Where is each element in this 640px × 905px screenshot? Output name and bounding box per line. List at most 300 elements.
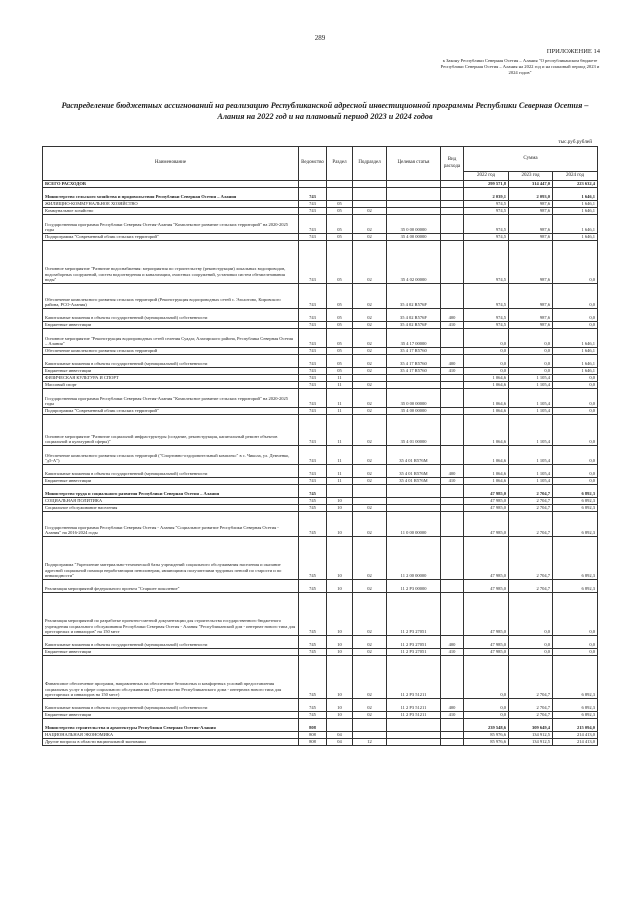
table-row (43, 739, 598, 746)
cell-razdel: 05 (327, 215, 353, 234)
cell-podrazdel (353, 485, 387, 498)
cell-vedomstvo: 743 (299, 215, 327, 234)
cell-2023: 2 704,7 (509, 712, 553, 719)
cell-target (387, 498, 441, 505)
cell-podrazdel (353, 375, 387, 382)
cell-target: 35 0 00 00000 (387, 215, 441, 234)
header-sum: Сумма (464, 147, 598, 172)
header-vedomstvo: Ведомство (299, 147, 327, 181)
cell-razdel: 05 (327, 329, 353, 348)
cell-vedomstvo: 745 (299, 580, 327, 593)
cell-vid: 400 (441, 699, 464, 712)
table-row (43, 408, 598, 415)
cell-vid (441, 408, 464, 415)
cell-name: Реализация мероприятий федерального проекта "Старшее поколение" (43, 580, 299, 593)
header-year-2023: 2023 год (509, 172, 553, 181)
cell-name: Бюджетные инвестиции (43, 649, 299, 656)
cell-razdel: 05 (327, 241, 353, 284)
appendix-note: к Закону Республики Северная Осетия – Алания "О республиканском бюджете Республики Северная Осетия – Алания на 2022 год и на плановый период 2023 и 2024 годов" (440, 58, 600, 75)
cell-vid (441, 580, 464, 593)
cell-podrazdel (353, 732, 387, 739)
cell-2022: 0,0 (464, 348, 509, 355)
cell-razdel: 05 (327, 309, 353, 322)
cell-vid: 410 (441, 649, 464, 656)
cell-2022: 1 064,6 (464, 446, 509, 465)
table-row (43, 465, 598, 478)
cell-2023: 987,6 (509, 208, 553, 215)
cell-podrazdel (353, 719, 387, 732)
cell-2022: 1 064,6 (464, 478, 509, 485)
cell-2023: 2 704,7 (509, 537, 553, 580)
cell-name: Капитальные вложения в объекты государственной (муниципальной) собственности (43, 465, 299, 478)
cell-target: 35 4 02 R576F (387, 309, 441, 322)
cell-2023: 1 105,4 (509, 389, 553, 408)
cell-name: Бюджетные инвестиции (43, 322, 299, 329)
cell-2022: 47 985,0 (464, 485, 509, 498)
cell-podrazdel: 02 (353, 241, 387, 284)
table-row (43, 732, 598, 739)
cell-vedomstvo: 808 (299, 732, 327, 739)
cell-2022: 47 985,0 (464, 498, 509, 505)
table-row (43, 215, 598, 234)
cell-2023: 2 704,7 (509, 485, 553, 498)
cell-vid (441, 446, 464, 465)
cell-target (387, 505, 441, 512)
header-podrazdel: Подраздел (353, 147, 387, 181)
cell-razdel: 11 (327, 415, 353, 446)
cell-2024: 1 646,1 (553, 208, 598, 215)
cell-2023: 2 704,7 (509, 580, 553, 593)
cell-2024: 1 646,1 (553, 234, 598, 241)
cell-2022: 974,5 (464, 241, 509, 284)
cell-name: Финансовое обеспечение программ, направленных на обеспечение безопасных и комфортных условий предоставления социальных услуг в сфере социального обслуживания (Строительство Республиканского дома - интерната нового типа для престарелых и инвалидов на 150 мест) (43, 656, 299, 699)
cell-2023: 2 093,0 (509, 188, 553, 201)
cell-vedomstvo: 743 (299, 188, 327, 201)
cell-target (387, 188, 441, 201)
cell-podrazdel: 02 (353, 699, 387, 712)
cell-target: 35 4 02 00000 (387, 241, 441, 284)
cell-target: 35 4 01 R576М (387, 478, 441, 485)
header-vid: Вид расхода (441, 147, 464, 181)
header-year-2022: 2022 год (464, 172, 509, 181)
cell-name: СОЦИАЛЬНАЯ ПОЛИТИКА (43, 498, 299, 505)
cell-target: 11 2 P3 51211 (387, 699, 441, 712)
cell-name: Обеспечение комплексного развития сельских территорий (Реконструкция водопроводных сетей с. Эльхотово, Кировского района, РСО-Алания) (43, 284, 299, 309)
cell-name: Коммунальное хозяйство (43, 208, 299, 215)
cell-vedomstvo: 745 (299, 636, 327, 649)
cell-razdel: 05 (327, 201, 353, 208)
cell-vid (441, 234, 464, 241)
cell-2023: 134 912,5 (509, 732, 553, 739)
table-row (43, 485, 598, 498)
cell-2024: 0,0 (553, 382, 598, 389)
cell-2024: 6 892,3 (553, 580, 598, 593)
cell-vedomstvo: 745 (299, 712, 327, 719)
cell-podrazdel (353, 181, 387, 188)
cell-vid (441, 284, 464, 309)
cell-vid (441, 241, 464, 284)
cell-2024: 1 646,1 (553, 188, 598, 201)
cell-target (387, 732, 441, 739)
cell-vedomstvo: 745 (299, 537, 327, 580)
cell-name: Реализация мероприятий по разработке проектно-сметной документации для строительства государственного бюджетного учреждения социального обслуживания Республики Северная Осетия - Алания "Республиканский дом - интернат нового типа для престарелых и инвалидов" на 150 мест (43, 593, 299, 636)
cell-name: Бюджетные инвестиции (43, 368, 299, 375)
cell-2023: 987,6 (509, 241, 553, 284)
cell-2023: 314 447,0 (509, 181, 553, 188)
cell-vedomstvo: 808 (299, 739, 327, 746)
cell-2022: 85 976,6 (464, 739, 509, 746)
cell-name: ФИЗИЧЕСКАЯ КУЛЬТУРА И СПОРТ (43, 375, 299, 382)
cell-razdel: 10 (327, 505, 353, 512)
table-row (43, 656, 598, 699)
cell-podrazdel: 02 (353, 505, 387, 512)
cell-vid (441, 329, 464, 348)
cell-podrazdel: 02 (353, 512, 387, 537)
cell-vedomstvo (299, 181, 327, 188)
cell-target: 11 2 00 00000 (387, 537, 441, 580)
cell-2023: 134 912,5 (509, 739, 553, 746)
cell-2022: 974,5 (464, 208, 509, 215)
cell-podrazdel: 02 (353, 446, 387, 465)
table-row (43, 375, 598, 382)
cell-name: Основное мероприятие "Реконструкция водопроводных сетей селения Суадаг, Алагирского района, Республика Северная Осетия – Алания" (43, 329, 299, 348)
cell-2023: 987,6 (509, 322, 553, 329)
cell-podrazdel: 02 (353, 309, 387, 322)
cell-podrazdel: 02 (353, 656, 387, 699)
cell-razdel: 04 (327, 732, 353, 739)
cell-razdel: 11 (327, 478, 353, 485)
cell-2022: 299 571,8 (464, 181, 509, 188)
cell-target: 11 2 P3 00000 (387, 580, 441, 593)
cell-2023: 1 105,4 (509, 415, 553, 446)
cell-podrazdel: 02 (353, 355, 387, 368)
cell-2024: 0,0 (553, 465, 598, 478)
cell-2024: 0,0 (553, 415, 598, 446)
cell-target: 35 4 17 R5760 (387, 368, 441, 375)
cell-name: Бюджетные инвестиции (43, 712, 299, 719)
cell-2024: 6 892,3 (553, 712, 598, 719)
cell-2024: 1 646,1 (553, 201, 598, 208)
table-row (43, 368, 598, 375)
cell-razdel: 10 (327, 593, 353, 636)
cell-target: 35 4 01 R576М (387, 465, 441, 478)
cell-vedomstvo: 745 (299, 512, 327, 537)
cell-podrazdel: 02 (353, 215, 387, 234)
cell-2022: 1 064,6 (464, 465, 509, 478)
cell-target: 35 0 00 00000 (387, 389, 441, 408)
cell-razdel: 11 (327, 408, 353, 415)
cell-vid (441, 593, 464, 636)
cell-name: Основное мероприятие "Развитие социальной инфраструктуры (создание, реконструкция, капитальный ремонт объектов социальной и культурной сферы)" (43, 415, 299, 446)
cell-vedomstvo: 808 (299, 719, 327, 732)
cell-vid (441, 208, 464, 215)
cell-2024: 6 892,3 (553, 505, 598, 512)
table-row (43, 498, 598, 505)
cell-vedomstvo: 745 (299, 593, 327, 636)
cell-name: Государственная программа Республики Северная Осетия-Алания "Комплексное развитие сельских территорий" на 2020-2025 годы (43, 389, 299, 408)
cell-2023: 987,6 (509, 201, 553, 208)
cell-vid (441, 498, 464, 505)
cell-2024: 0,0 (553, 322, 598, 329)
cell-vedomstvo: 743 (299, 241, 327, 284)
cell-name: Обеспечение комплексного развития сельских территорий (43, 348, 299, 355)
cell-vedomstvo: 745 (299, 649, 327, 656)
cell-2023: 987,6 (509, 215, 553, 234)
table-row (43, 593, 598, 636)
cell-vid (441, 389, 464, 408)
cell-target (387, 485, 441, 498)
cell-podrazdel: 02 (353, 322, 387, 329)
cell-razdel: 10 (327, 512, 353, 537)
cell-name: Основное мероприятие "Развитие водоснабжения: мероприятия по строительству (реконструкции) локальных водопроводов, водозаборных сооружений, систем водоотведения и канализации, очистных сооружений, установки систем обезжелезивания воды" (43, 241, 299, 284)
cell-2024: 0,0 (553, 309, 598, 322)
cell-vid (441, 201, 464, 208)
cell-2023: 1 105,4 (509, 375, 553, 382)
cell-2023: 0,0 (509, 636, 553, 649)
cell-2022: 85 976,6 (464, 732, 509, 739)
cell-vedomstvo: 743 (299, 465, 327, 478)
cell-target: 11 2 P3 27051 (387, 593, 441, 636)
cell-2022: 974,5 (464, 201, 509, 208)
cell-2023: 2 704,7 (509, 699, 553, 712)
cell-2024: 0,0 (553, 284, 598, 309)
cell-2023: 0,0 (509, 329, 553, 348)
cell-target: 35 4 02 R576F (387, 322, 441, 329)
cell-vid (441, 485, 464, 498)
cell-razdel: 10 (327, 636, 353, 649)
cell-2022: 47 985,0 (464, 649, 509, 656)
cell-razdel: 10 (327, 580, 353, 593)
cell-razdel: 10 (327, 649, 353, 656)
cell-podrazdel: 02 (353, 389, 387, 408)
cell-vedomstvo: 743 (299, 309, 327, 322)
cell-podrazdel (353, 201, 387, 208)
cell-target: 11 2 P3 27051 (387, 649, 441, 656)
cell-2023: 1 105,4 (509, 465, 553, 478)
cell-2023: 987,6 (509, 234, 553, 241)
cell-vedomstvo: 745 (299, 699, 327, 712)
table-row (43, 712, 598, 719)
cell-2024: 0,0 (553, 593, 598, 636)
cell-2024: 6 892,3 (553, 699, 598, 712)
cell-target: 11 2 P3 51211 (387, 656, 441, 699)
cell-vid (441, 348, 464, 355)
cell-razdel: 10 (327, 712, 353, 719)
cell-podrazdel: 02 (353, 234, 387, 241)
table-row (43, 719, 598, 732)
cell-vedomstvo: 743 (299, 368, 327, 375)
cell-2022: 974,5 (464, 309, 509, 322)
cell-2024: 223 632,4 (553, 181, 598, 188)
cell-podrazdel: 02 (353, 284, 387, 309)
cell-target (387, 739, 441, 746)
header-razdel: Раздел (327, 147, 353, 181)
cell-2023: 0,0 (509, 368, 553, 375)
cell-2023: 2 704,7 (509, 656, 553, 699)
cell-vid: 400 (441, 355, 464, 368)
cell-2022: 974,5 (464, 234, 509, 241)
cell-2023: 1 105,4 (509, 408, 553, 415)
cell-razdel: 10 (327, 699, 353, 712)
cell-2022: 0,0 (464, 355, 509, 368)
table-row (43, 389, 598, 408)
cell-2023: 2 704,7 (509, 505, 553, 512)
cell-2022: 1 064,6 (464, 375, 509, 382)
header-target: Целевая статья (387, 147, 441, 181)
cell-podrazdel: 02 (353, 649, 387, 656)
cell-podrazdel: 02 (353, 329, 387, 348)
cell-razdel: 11 (327, 465, 353, 478)
cell-target (387, 382, 441, 389)
cell-2024: 1 646,1 (553, 368, 598, 375)
cell-vedomstvo: 745 (299, 505, 327, 512)
cell-vid (441, 719, 464, 732)
header-year-2024: 2024 год (553, 172, 598, 181)
cell-vedomstvo: 743 (299, 201, 327, 208)
unit-label: тыс.руб.рублей (558, 139, 592, 145)
cell-2022: 2 039,1 (464, 188, 509, 201)
table-row (43, 234, 598, 241)
cell-2022: 0,0 (464, 656, 509, 699)
cell-2024: 0,0 (553, 636, 598, 649)
cell-podrazdel: 02 (353, 415, 387, 446)
cell-vid: 400 (441, 636, 464, 649)
cell-2022: 974,5 (464, 322, 509, 329)
appendix-label: ПРИЛОЖЕНИЕ 14 (546, 48, 600, 55)
cell-2022: 0,0 (464, 712, 509, 719)
cell-podrazdel: 12 (353, 739, 387, 746)
cell-2024: 6 892,3 (553, 498, 598, 505)
cell-razdel (327, 181, 353, 188)
cell-2022: 47 985,0 (464, 512, 509, 537)
cell-vid (441, 181, 464, 188)
cell-razdel: 10 (327, 537, 353, 580)
cell-vid (441, 382, 464, 389)
cell-target (387, 181, 441, 188)
cell-2024: 6 892,3 (553, 485, 598, 498)
cell-vedomstvo: 745 (299, 485, 327, 498)
cell-vid (441, 375, 464, 382)
cell-vedomstvo: 745 (299, 498, 327, 505)
page-number: 289 (314, 34, 326, 42)
cell-2024: 0,0 (553, 446, 598, 465)
cell-podrazdel: 02 (353, 348, 387, 355)
cell-podrazdel: 02 (353, 208, 387, 215)
cell-name: Министерство строительства и архитектуры Республики Северная Осетия-Алания (43, 719, 299, 732)
cell-vid: 400 (441, 309, 464, 322)
table-row (43, 512, 598, 537)
cell-razdel: 05 (327, 355, 353, 368)
cell-razdel: 04 (327, 739, 353, 746)
cell-2023: 1 105,4 (509, 382, 553, 389)
cell-name: Государственная программа Республики Северная Осетия-Алания "Комплексное развитие сельских территорий" на 2020-2025 годы (43, 215, 299, 234)
cell-name: НАЦИОНАЛЬНАЯ ЭКОНОМИКА (43, 732, 299, 739)
cell-razdel: 05 (327, 368, 353, 375)
cell-razdel: 10 (327, 498, 353, 505)
cell-2024: 1 646,1 (553, 348, 598, 355)
cell-razdel: 05 (327, 234, 353, 241)
cell-2022: 1 064,6 (464, 415, 509, 446)
table-row (43, 446, 598, 465)
budget-table (42, 146, 598, 746)
cell-vid (441, 188, 464, 201)
table-row (43, 329, 598, 348)
cell-razdel: 05 (327, 208, 353, 215)
cell-name: Другие вопросы в области национальной экономики (43, 739, 299, 746)
cell-podrazdel: 02 (353, 408, 387, 415)
cell-vedomstvo: 743 (299, 415, 327, 446)
cell-vedomstvo: 743 (299, 408, 327, 415)
table-row (43, 537, 598, 580)
cell-vid: 410 (441, 712, 464, 719)
table-row (43, 348, 598, 355)
cell-vid (441, 215, 464, 234)
table-row (43, 415, 598, 446)
cell-vedomstvo: 743 (299, 284, 327, 309)
cell-vid (441, 656, 464, 699)
cell-name: Массовый спорт (43, 382, 299, 389)
cell-2023: 987,6 (509, 284, 553, 309)
cell-2024: 0,0 (553, 375, 598, 382)
cell-podrazdel: 02 (353, 368, 387, 375)
cell-2024: 1 646,1 (553, 329, 598, 348)
cell-vedomstvo: 743 (299, 382, 327, 389)
cell-razdel: 11 (327, 375, 353, 382)
cell-name: Бюджетные инвестиции (43, 478, 299, 485)
cell-2024: 0,0 (553, 389, 598, 408)
cell-2024: 6 892,3 (553, 537, 598, 580)
cell-razdel: 10 (327, 656, 353, 699)
cell-razdel: 11 (327, 389, 353, 408)
cell-podrazdel (353, 188, 387, 201)
cell-target (387, 375, 441, 382)
table-row (43, 355, 598, 368)
cell-2023: 0,0 (509, 593, 553, 636)
cell-vedomstvo: 743 (299, 389, 327, 408)
cell-vedomstvo: 743 (299, 234, 327, 241)
cell-2024: 0,0 (553, 408, 598, 415)
cell-razdel: 11 (327, 446, 353, 465)
cell-name: Подпрограмма "Укрепление материально-технической базы учреждений социального обслуживания населения и оказание адресной социальной помощи неработающим пенсионерам, являющимся получателями трудовых пенсий по старости и по инвалидности" (43, 537, 299, 580)
cell-name: Министерство сельского хозяйства и продовольствия Республики Северная Осетия – Алания (43, 188, 299, 201)
cell-vid: 400 (441, 465, 464, 478)
cell-name: Государственная программа Республики Северная Осетия - Алания "Социальное развитие Республики Северная Осетия - Алания" на 2016-2024 годы (43, 512, 299, 537)
cell-name: ВСЕГО РАСХОДОВ (43, 181, 299, 188)
cell-razdel (327, 485, 353, 498)
cell-2024: 0,0 (553, 241, 598, 284)
table-row (43, 309, 598, 322)
cell-razdel (327, 719, 353, 732)
table-row (43, 208, 598, 215)
cell-2022: 239 548,6 (464, 719, 509, 732)
table-row (43, 284, 598, 309)
cell-target: 35 4 17 00000 (387, 329, 441, 348)
cell-name: Социальное обслуживание населения (43, 505, 299, 512)
cell-2023: 1 105,4 (509, 478, 553, 485)
table-row (43, 580, 598, 593)
cell-target: 11 2 P3 27051 (387, 636, 441, 649)
cell-2022: 1 064,6 (464, 389, 509, 408)
cell-vid: 410 (441, 368, 464, 375)
cell-vid (441, 739, 464, 746)
cell-vid (441, 512, 464, 537)
table-row (43, 505, 598, 512)
cell-target: 35 4 01 00000 (387, 415, 441, 446)
cell-2024: 0,0 (553, 478, 598, 485)
cell-name: Подпрограмма "Современный облик сельских территорий" (43, 408, 299, 415)
cell-2022: 0,0 (464, 368, 509, 375)
cell-vid (441, 537, 464, 580)
